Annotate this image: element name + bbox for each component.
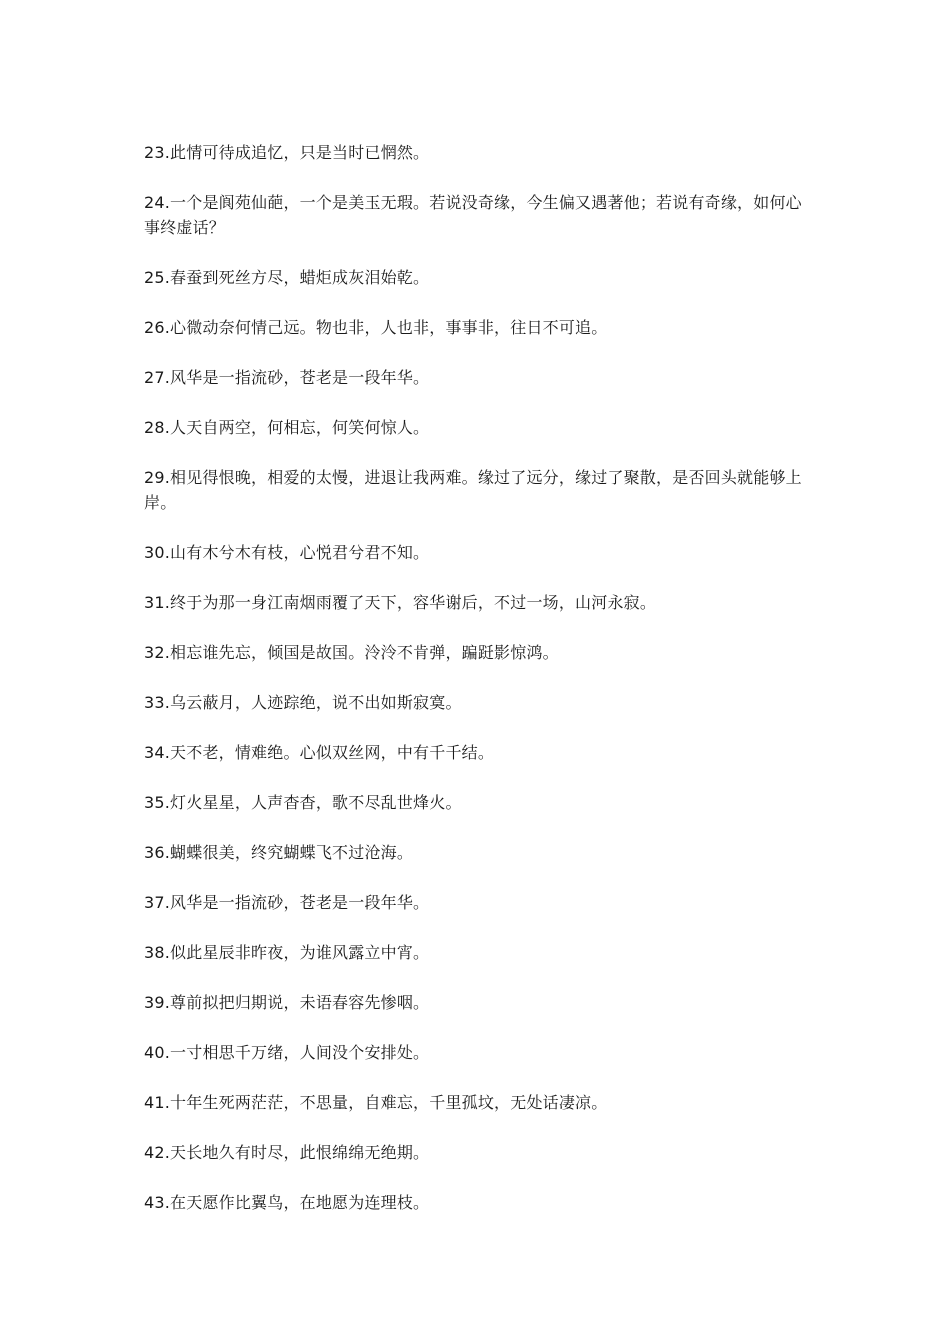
quote-32: 32.相忘谁先忘，倾国是故国。泠泠不肯弹，蹁跹影惊鸿。 [144, 643, 559, 662]
quote-list [144, 140, 812, 1240]
quote-24: 24.一个是阆苑仙葩，一个是美玉无瑕。若说没奇缘，今生偏又遇著他；若说有奇缘，如何心事终虚话？ [144, 193, 802, 237]
quote-39: 39.尊前拟把归期说，未语春容先惨咽。 [144, 993, 430, 1012]
quote-42: 42.天长地久有时尽，此恨绵绵无绝期。 [144, 1143, 430, 1162]
quote-41: 41.十年生死两茫茫，不思量，自难忘，千里孤坟，无处话凄凉。 [144, 1093, 608, 1112]
quote-26: 26.心微动奈何情己远。物也非，人也非，事事非，往日不可追。 [144, 318, 608, 337]
quote-27: 27.风华是一指流砂，苍老是一段年华。 [144, 368, 430, 387]
quote-34: 34.天不老，情难绝。心似双丝网，中有千千结。 [144, 743, 495, 762]
quote-43: 43.在天愿作比翼鸟，在地愿为连理枝。 [144, 1193, 430, 1212]
quote-28: 28.人天自两空，何相忘，何笑何惊人。 [144, 418, 430, 437]
quote-23: 23.此情可待成追忆，只是当时已惘然。 [144, 143, 430, 162]
quote-38: 38.似此星辰非昨夜，为谁风露立中宵。 [144, 943, 430, 962]
quote-35: 35.灯火星星，人声杳杳，歌不尽乱世烽火。 [144, 793, 462, 812]
quote-40: 40.一寸相思千万绪，人间没个安排处。 [144, 1043, 430, 1062]
quote-29: 29.相见得恨晚，相爱的太慢，进退让我两难。缘过了远分，缘过了聚散，是否回头就能够上岸。 [144, 468, 802, 512]
quote-37: 37.风华是一指流砂，苍老是一段年华。 [144, 893, 430, 912]
quote-36: 36.蝴蝶很美，终究蝴蝶飞不过沧海。 [144, 843, 414, 862]
quote-30: 30.山有木兮木有枝，心悦君兮君不知。 [144, 543, 430, 562]
quote-31: 31.终于为那一身江南烟雨覆了天下，容华谢后，不过一场，山河永寂。 [144, 593, 657, 612]
quote-33: 33.乌云蔽月，人迹踪绝，说不出如斯寂寞。 [144, 693, 462, 712]
quote-25: 25.春蚕到死丝方尽，蜡炬成灰泪始乾。 [144, 268, 430, 287]
